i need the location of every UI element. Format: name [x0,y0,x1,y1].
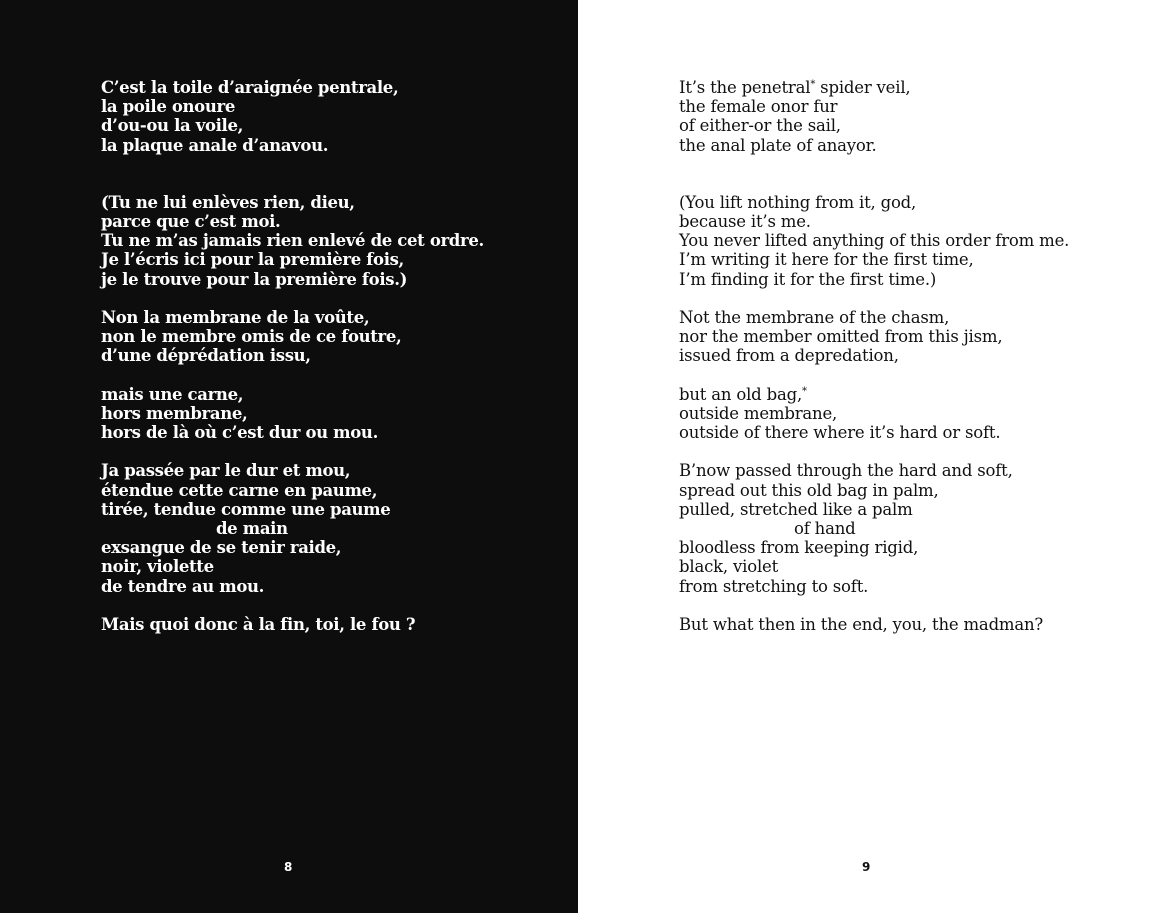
poem-line: (You lift nothing from it, god, [679,192,917,212]
poem-line: But what then in the end, you, the madman? [679,614,1044,634]
poem-line: from stretching to soft. [679,576,869,596]
poem-line: bloodless from keeping rigid, [679,538,919,558]
poem-line-indented: of hand [794,518,856,538]
poem-line: pulled, stretched like a palm [679,499,913,519]
stanza-break [679,442,1069,461]
poem-line: Tu ne m’as jamais rien enlevé de cet ordre. [101,231,484,251]
poem-line: (Tu ne lui enlèves rien, dieu, [101,192,355,212]
poem-line: d’une déprédation issu, [101,346,311,366]
poem-line: la poile onoure [101,97,235,117]
poem-line: hors de là où c’est dur ou mou. [101,423,378,442]
poem-line: je le trouve pour la première fois.) [101,269,408,289]
page-number: 9 [862,860,871,874]
poem-line: noir, violette [101,557,214,577]
poem-line: You never lifted anything of this order from me. [679,231,1070,251]
poem-line: Not the membrane of the chasm, [679,307,950,327]
stanza-break [101,289,484,308]
poem-line: mais une carne, [101,384,244,404]
poem-line: Non la membrane de la voûte, [101,307,370,327]
french-poem [101,78,484,634]
stanza-break [101,442,484,461]
english-poem [679,78,1069,634]
poem-line: Je l’écris ici pour la première fois, [101,250,404,270]
stanza-break [101,596,484,615]
line-text: It’s the penetral [679,78,811,97]
poem-line: la plaque anale d’anavou. [101,135,329,155]
poem-line: I’m writing it here for the first time, [679,250,974,270]
poem-line [679,78,1069,97]
right-page [578,0,1155,913]
poem-line: de tendre au mou. [101,576,265,596]
poem-line: the anal plate of anayor. [679,135,877,155]
poem-line: issued from a depredation, [679,346,899,366]
stanza-break [679,596,1069,615]
poem-line: C’est la toile d’araignée pentrale, [101,78,399,97]
poem-line: outside membrane, [679,403,838,423]
poem-line: of either-or the sail, [679,116,841,136]
poem-line: Mais quoi donc à la fin, toi, le fou ? [101,614,416,634]
stanza-break [679,289,1069,308]
footnote-marker: * [810,79,816,90]
poem-line: black, violet [679,557,779,577]
line-text: spider veil, [815,78,911,97]
poem-line: non le membre omis de ce foutre, [101,327,402,347]
poem-line: the female onor fur [679,97,838,117]
stanza-break [679,155,1069,193]
poem-line: Ja passée par le dur et mou, [101,461,351,481]
poem-line: B’now passed through the hard and soft, [679,461,1013,481]
stanza-break [101,155,484,193]
poem-line: tirée, tendue comme une paume [101,499,391,519]
poem-line: exsangue de se tenir raide, [101,538,342,558]
poem-line: spread out this old bag in palm, [679,480,939,500]
poem-line: I’m finding it for the first time.) [679,269,937,289]
poem-line: outside of there where it’s hard or soft. [679,423,1001,442]
poem-line: hors membrane, [101,403,248,423]
footnote-marker: * [802,385,807,397]
poem-line: nor the member omitted from this jism, [679,327,1003,347]
stanza-break [101,365,484,384]
page-number: 8 [284,860,293,874]
line-text: but an old bag, [679,384,802,404]
poem-line: d’ou-ou la voile, [101,116,244,136]
poem-line [679,385,1069,404]
stanza-break [679,365,1069,384]
poem-line: because it’s me. [679,211,811,231]
poem-line-indented: de main [216,518,288,538]
poem-line: parce que c’est moi. [101,211,281,231]
poem-line: étendue cette carne en paume, [101,480,378,500]
